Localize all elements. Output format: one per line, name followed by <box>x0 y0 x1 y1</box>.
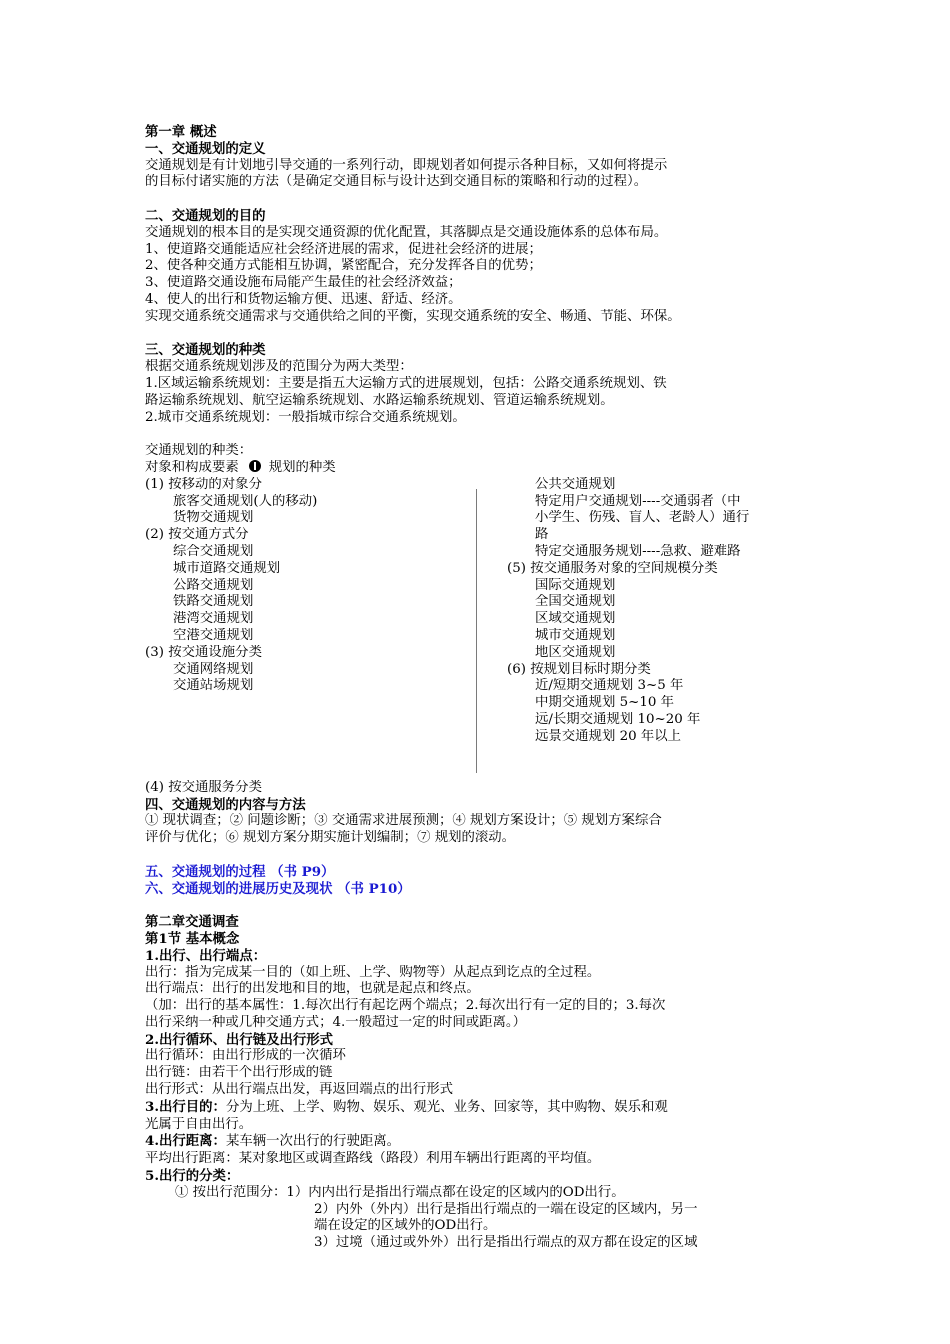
kinds-left-column <box>145 477 470 695</box>
list-item: (3) 按交通设施分类 <box>145 644 262 660</box>
p3-heading: 3.出行目的： <box>145 1098 226 1115</box>
list-item: 货物交通规划 <box>173 510 254 526</box>
list-item: 区域交通规划 <box>535 611 616 627</box>
p2-heading: 2.出行循环、出行链及出行形式 <box>145 1031 334 1048</box>
list-item: 地区交通规划 <box>535 644 616 660</box>
text-line: 端在设定的区域外的OD出行。 <box>314 1218 497 1234</box>
p5-heading: 5.出行的分类： <box>145 1168 240 1185</box>
text-line: 路运输系统规划、航空运输系统规划、水路运输系统规划、管道运输系统规划。 <box>145 392 614 408</box>
text-line: 光属于自由出行。 <box>145 1116 253 1132</box>
list-item: 旅客交通规划(人的移动) <box>173 493 318 509</box>
kinds-title: 交通规划的种类： <box>145 443 253 459</box>
text-line: 交通规划的根本目的是实现交通资源的优化配置，其落脚点是交通设施体系的总体布局。 <box>145 224 668 240</box>
text-line: 出行链：由若干个出行形成的链 <box>145 1065 333 1081</box>
list-item: 特定用户交通规划----交通弱者（中 <box>535 493 741 509</box>
section-6-heading: 六、交通规划的进展历史及现状 （书 P10） <box>145 880 411 897</box>
list-item: 小学生、伤残、盲人、老龄人）通行 <box>535 510 750 526</box>
list-item: 公路交通规划 <box>173 577 254 593</box>
list-item: 远景交通规划 20 年以上 <box>535 728 682 744</box>
text-line: 评价与优化；⑥ 规划方案分期实施计划编制；⑦ 规划的滚动。 <box>145 830 516 846</box>
list-item: (4) 按交通服务分类 <box>145 779 262 795</box>
text-line: 2）内外（外内）出行是指出行端点的一端在设定的区域内，另一 <box>314 1201 698 1217</box>
section-1-heading: 一、交通规划的定义 <box>145 140 266 157</box>
text-line: （加：出行的基本属性：1.每次出行有起讫两个端点；2.每次出行有一定的目的；3.每次 <box>145 998 666 1014</box>
list-item: 交通网络规划 <box>173 661 254 677</box>
kinds-left-label: 对象和构成要素 <box>145 459 239 475</box>
text-line: 3）过境（通过或外外）出行是指出行端点的双方都在设定的区域 <box>314 1235 698 1251</box>
list-item: 中期交通规划 5~10 年 <box>535 695 675 711</box>
p1-heading: 1.出行、出行端点： <box>145 947 267 964</box>
list-item: 空港交通规划 <box>173 627 254 643</box>
text-line: 出行形式：从出行端点出发，再返回端点的出行形式 <box>145 1082 453 1098</box>
text-line: 出行端点：出行的出发地和目的地，也就是起点和终点。 <box>145 981 480 997</box>
list-item: (1) 按移动的对象分 <box>145 476 262 492</box>
text-line: 2.城市交通系统规划：一般指城市综合交通系统规划。 <box>145 409 466 425</box>
p3-text: 分为上班、上学、购物、娱乐、观光、业务、回家等，其中购物、娱乐和观 <box>225 1099 668 1115</box>
kinds-right-label: 规划的种类 <box>268 459 336 475</box>
text-line: 2、使各种交通方式能相互协调，紧密配合，充分发挥各自的优势； <box>145 258 542 274</box>
text-line: 出行：指为完成某一目的（如上班、上学、购物等）从起点到讫点的全过程。 <box>145 964 601 980</box>
section-2-body <box>145 225 807 326</box>
section-3-body <box>145 359 807 426</box>
list-item: 路 <box>535 527 549 543</box>
list-item: (5) 按交通服务对象的空间规模分类 <box>507 560 718 576</box>
list-item: 铁路交通规划 <box>173 594 254 610</box>
text-line: 出行采纳一种或几种交通方式；4.一般超过一定的时间或距离。） <box>145 1014 527 1030</box>
p4-text: 某车辆一次出行的行驶距离。 <box>225 1134 401 1150</box>
text-line: ① 按出行范围分：1）内内出行是指出行端点都在设定的区域内的OD出行。 <box>175 1184 625 1200</box>
kinds-right-column <box>507 477 807 746</box>
list-item: 城市交通规划 <box>535 627 616 643</box>
text-line: 3、使道路交通设施布局能产生最佳的社会经济效益； <box>145 275 462 291</box>
column-divider <box>476 489 477 773</box>
list-item: 特定交通服务规划----急救、避难路 <box>535 543 741 559</box>
list-item: 近/短期交通规划 3~5 年 <box>535 678 684 694</box>
p4-heading: 4.出行距离： <box>145 1133 226 1150</box>
chapter-1-title: 第一章 概述 <box>145 124 217 140</box>
chapter-2-title: 第二章交通调查 <box>145 914 239 931</box>
section-2-heading: 二、交通规划的目的 <box>145 207 266 224</box>
list-item: 城市道路交通规划 <box>173 560 281 576</box>
list-item: 公共交通规划 <box>535 476 616 492</box>
text-line: 根据交通系统规划涉及的范围分为两大类型： <box>145 359 413 375</box>
kinds-header <box>145 460 807 477</box>
list-item: 交通站场规划 <box>173 678 254 694</box>
text-line: 交通规划是有计划地引导交通的一系列行动，即规划者如何提示各种目标，又如何将提示 <box>145 157 668 173</box>
list-item: (6) 按规划目标时期分类 <box>507 661 651 677</box>
text-line: 1、使道路交通能适应社会经济进展的需求，促进社会经济的进展； <box>145 241 542 257</box>
document-page <box>145 124 807 1252</box>
list-item: 全国交通规划 <box>535 594 616 610</box>
section-3-heading: 三、交通规划的种类 <box>145 342 266 359</box>
section-5-heading: 五、交通规划的过程 （书 P9） <box>145 863 335 880</box>
text-line: 出行循环：由出行形成的一次循环 <box>145 1048 346 1064</box>
chapter-2-section: 第1节 基本概念 <box>145 930 240 947</box>
text-line: 1.区域运输系统规划：主要是指五大运输方式的进展规划，包括：公路交通系统规划、铁 <box>145 375 667 391</box>
arrow-icon <box>249 460 261 472</box>
list-item: (2) 按交通方式分 <box>145 527 249 543</box>
list-item: 远/长期交通规划 10~20 年 <box>535 711 701 727</box>
text-line: 4、使人的出行和货物运输方便、迅速、舒适、经济。 <box>145 291 462 307</box>
p4-line <box>145 1133 807 1151</box>
p3-line <box>145 1099 807 1117</box>
text-line: 实现交通系统交通需求与交通供给之间的平衡，实现交通系统的安全、畅通、节能、环保。 <box>145 308 681 324</box>
section-4-heading: 四、交通规划的内容与方法 <box>145 796 306 813</box>
text-line: 的目标付诸实施的方法（是确定交通目标与设计达到交通目标的策略和行动的过程）。 <box>145 174 648 190</box>
list-item: 综合交通规划 <box>173 543 254 559</box>
list-item: 国际交通规划 <box>535 577 616 593</box>
text-line: ① 现状调查；② 问题诊断；③ 交通需求进展预测；④ 规划方案设计；⑤ 规划方案综合 <box>145 813 662 829</box>
list-item: 港湾交通规划 <box>173 611 254 627</box>
section-1-body <box>145 158 807 192</box>
kinds-columns <box>145 477 807 780</box>
text-line: 平均出行距离：某对象地区或调查路线（路段）利用车辆出行距离的平均值。 <box>145 1151 601 1167</box>
